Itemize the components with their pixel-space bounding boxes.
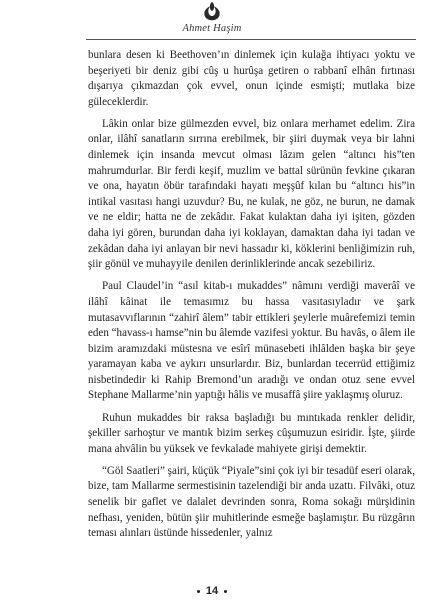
paragraph: “Göl Saatleri” şairi, küçük “Piyale”sini çok iyi bir tesadüf eseri olarak, bize, tam Mallarme sermestisinin tazelendiği bir anda uzattı. Filvâki, otuz senelik bir gaflet ve dalalet devrinden sonra, Roma sokağı mürşidinin nefhası, yeniden, bütün şiir muhitlerinde esmeğe başlamıştır. Bu rüzgârın teması alınları üstünde hissedenler, yalnız bbox=[88, 464, 415, 540]
running-head-author: Ahmet Haşim bbox=[182, 23, 242, 34]
paragraph: bunlara desen ki Beethoven’ın dinlemek için kulağa ihtiyacı yoktu ve beşeriyeti bir deniz gibi cûş u hurûşa getiren o rabbanî elhân fırtınası dışarıya çıkmazdan çok evvel, onun içinde esmişti; mutlaka bize güleceklerdir. bbox=[88, 49, 415, 108]
page-number: 14 bbox=[205, 585, 219, 597]
page-header bbox=[0, 0, 424, 42]
paragraph: Ruhun mukaddes bir raksa başladığı bu mıntıkada renkler delidir, şekiller sarhoştur ve mantık bizim serkeş cûşumuzun esiridir. İşte, şiirde mana ahvâlin bu yüksek ve fevkalade mahiyete girişi demektir. bbox=[88, 411, 415, 455]
page-body bbox=[88, 48, 415, 548]
header-rule bbox=[86, 39, 416, 40]
paragraph: Lâkin onlar bize gülmezden evvel, biz onlara merhamet edelim. Zira onlar, ilâhî sanatların sırrına erebilmek, bir şiiri duymak veya bir lahni dinlemek için insanda mevcut olması lâzım gelen “altıncı his”ten mahrumdurlar. Bir ferdi keşif, muzlim ve battal sürünün fevkine çıkaran ve ona, hayatın öbür tarafındaki hayatı meşşûf kılan bu “altıncı his”in intikal vasıtası hangi uzuvdur? Bu, ne kulak, ne göz, ne burun, ne damak ve ne eldir; hatta ne de zekâdır. Fakat kulaktan daha iyi işiten, gözden daha iyi gören, burundan daha iyi koklayan, damaktan daha iyi tadan ve zekâdan daha iyi anlayan bir nevi hassadır ki, köklerini benliğimizin ruh, şiir gönül ve muhayyile denilen derinliklerinde ancak sezebiliriz. bbox=[88, 117, 415, 271]
paragraph: Paul Claudel’in “asıl kitab-ı mukaddes” nâmını verdiği maverâî ve ilâhî kâinat ile temasımız bu hassa vasıtasıyladır ve şark mutasavvıflarının “zahirî âlem” tabir ettikleri şeylerle muârefemizi temin eden “havass-ı hamse”nin bu âlemde vazifesi yoktur. Bu havâs, o âlem ile bizim aramızdaki müstesna ve esîrî münasebeti ihlâlden başka bir şeye yaramayan kaba ve aykırı unsurlardır. Biz, bunlardan tecerrüd ettiğimiz nisbetindedir ki Rahip Bremond’un aradığı ve ondan otuz sene evvel Stephane Mallarme’nin yaptığı hâlis ve musaffâ şiire yaklaşmış oluruz. bbox=[88, 280, 415, 402]
tulip-logo-icon bbox=[202, 1, 222, 21]
bullet-right-icon bbox=[224, 590, 227, 593]
bullet-left-icon bbox=[197, 590, 200, 593]
page-footer bbox=[0, 585, 424, 597]
